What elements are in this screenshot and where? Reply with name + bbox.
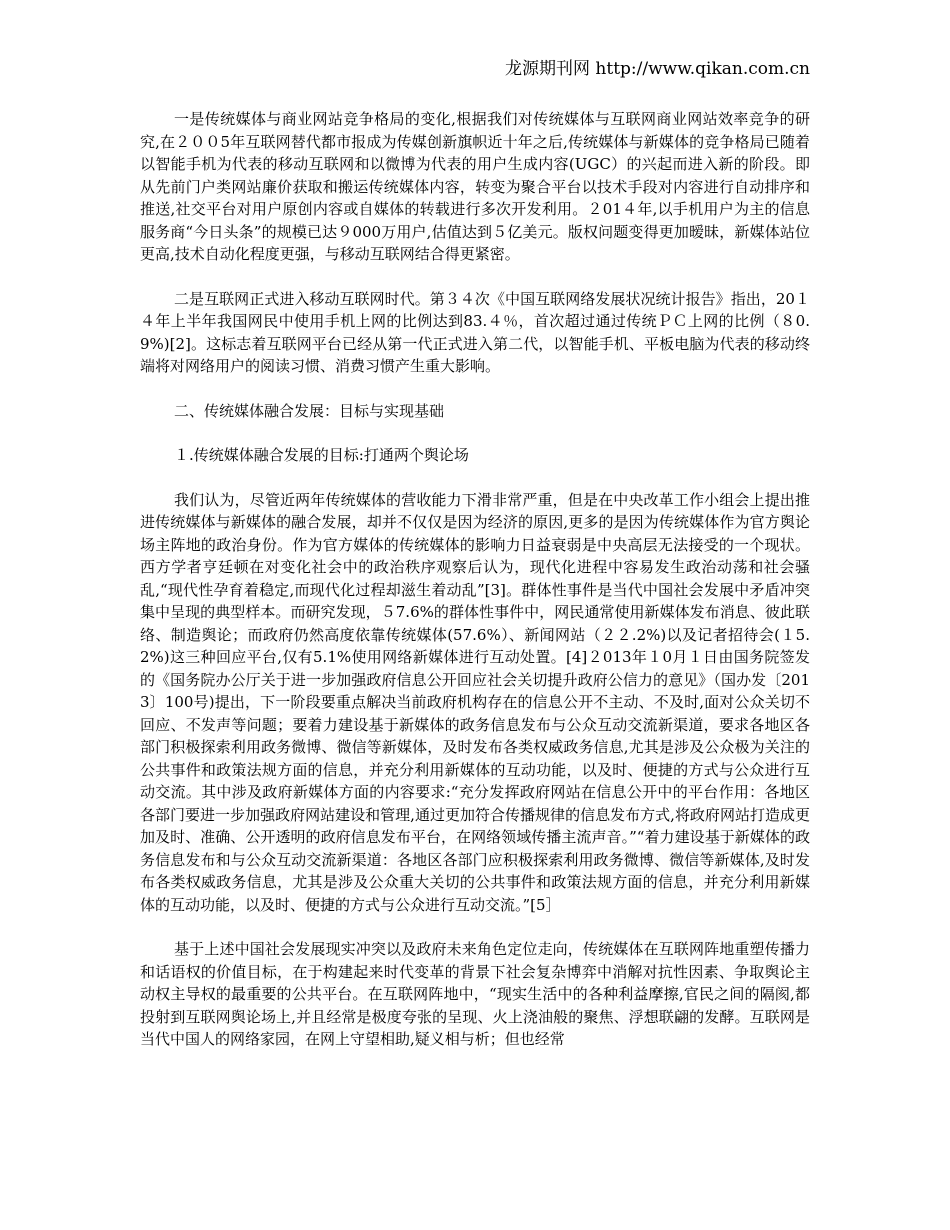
paragraph-3: 我们认为，尽管近两年传统媒体的营收能力下滑非常严重，但是在中央改革工作小组会上提出推进传统媒体与新媒体的融合发展，却并不仅仅是因为经济的原因,更多的是因为传统媒体作为官方舆论场主阵地的政治身份。作为官方媒体的传统媒体的影响力日益衰弱是中央高层无法接受的一个现状。西方学者亨廷顿在对变化社会中的政治秩序观察后认为，现代化进程中容易发生政治动荡和社会骚乱,“现代性孕育着稳定,而现代化过程却滋生着动乱”[3]。群体性事件是当代中国社会发展中矛盾冲突集中呈现的典型样本。而研究发现，５7.6%的群体性事件中，网民通常使用新媒体发布消息、彼此联络、制造舆论；而政府仍然高度依靠传统媒体(57.6%）、新闻网站（２２.2%)以及记者招待会(１5.2%)这三种回应平台,仅有5.1%使用网络新媒体进行互动处置。[4]２013年１0月１日由国务院签发的《国务院办公厅关于进一步加强政府信息公开回应社会关切提升政府公信力的意见》（国办发〔2013〕100号)提出，下一阶段要重点解决当前政府机构存在的信息公开不主动、不及时,面对公众关切不回应、不发声等问题；要着力建设基于新媒体的政务信息发布与公众互动交流新渠道，要求各地区各部门积极探索利用政务微博、微信等新媒体，及时发布各类权威政务信息,尤其是涉及公众极为关注的公共事件和政策法规方面的信息，并充分利用新媒体的互动功能，以及时、便捷的方式与公众进行互动交流。其中涉及政府新媒体方面的内容要求:“充分发挥政府网站在信息公开中的平台作用：各地区各部门要进一步加强政府网站建设和管理,通过更加符合传播规律的信息发布方式,将政府网站打造成更加及时、准确、公开透明的政府信息发布平台，在网络领域传播主流声音。”“着力建设基于新媒体的政务信息发布和与公众互动交流新渠道：各地区各部门应积极探索利用政务微博、微信等新媒体,及时发布各类权威政务信息，尤其是涉及公众重大关切的公共事件和政策法规方面的信息，并充分利用新媒体的互动功能，以及时、便捷的方式与公众进行互动交流。”[5］: [140, 490, 810, 914]
paragraph-2: 二是互联网正式进入移动互联网时代。第３４次《中国互联网络发展状况统计报告》指出，20１４年上半年我国网民中使用手机上网的比例达到83.４％，首次超过通过传统ＰＣ上网的比例（８0.9%)[2]。这标志着互联网平台已经从第一代正式进入第二代，以智能手机、平板电脑为代表的移动终端将对网络用户的阅读习惯、消费习惯产生重大影响。: [140, 289, 810, 375]
site-header: 龙源期刊网 http://www.qikan.com.cn: [505, 59, 810, 79]
paragraph-4: 基于上述中国社会发展现实冲突以及政府未来角色定位走向，传统媒体在互联网阵地重塑传播力和话语权的价值目标，在于构建起来时代变革的背景下社会复杂博弈中消解对抗性因素、争取舆论主动权主导权的最重要的公共平台。在互联网阵地中，“现实生活中的各种利益摩擦,官民之间的隔阂,都投射到互联网舆论场上,并且经常是极度夸张的呈现、火上浇油般的聚焦、浮想联翩的发酵。互联网是当代中国人的网络家园，在网上守望相助,疑义相与析；但也经常: [140, 940, 810, 1048]
paragraph-1: 一是传统媒体与商业网站竞争格局的变化,根据我们对传统媒体与互联网商业网站效率竞争的研究,在２００5年互联网替代都市报成为传媒创新旗帜近十年之后,传统媒体与新媒体的竞争格局已随着以智能手机为代表的移动互联网和以微博为代表的用户生成内容(UGC）的兴起而进入新的阶段。即从先前门户类网站廉价获取和搬运传统媒体内容，转变为聚合平台以技术手段对内容进行自动排序和推送,社交平台对用户原创内容或自媒体的转载进行多次开发利用。２01４年,以手机用户为主的信息服务商“今日头条”的规模已达９000万用户,估值达到５亿美元。版权问题变得更加暧昧，新媒体站位更高,技术自动化程度更强，与移动互联网结合得更紧密。: [140, 110, 810, 263]
section-heading: 二、传统媒体融合发展：目标与实现基础: [174, 401, 445, 420]
article-body: [140, 108, 810, 1073]
subsection-heading: １.传统媒体融合发展的目标:打通两个舆论场: [174, 446, 469, 464]
